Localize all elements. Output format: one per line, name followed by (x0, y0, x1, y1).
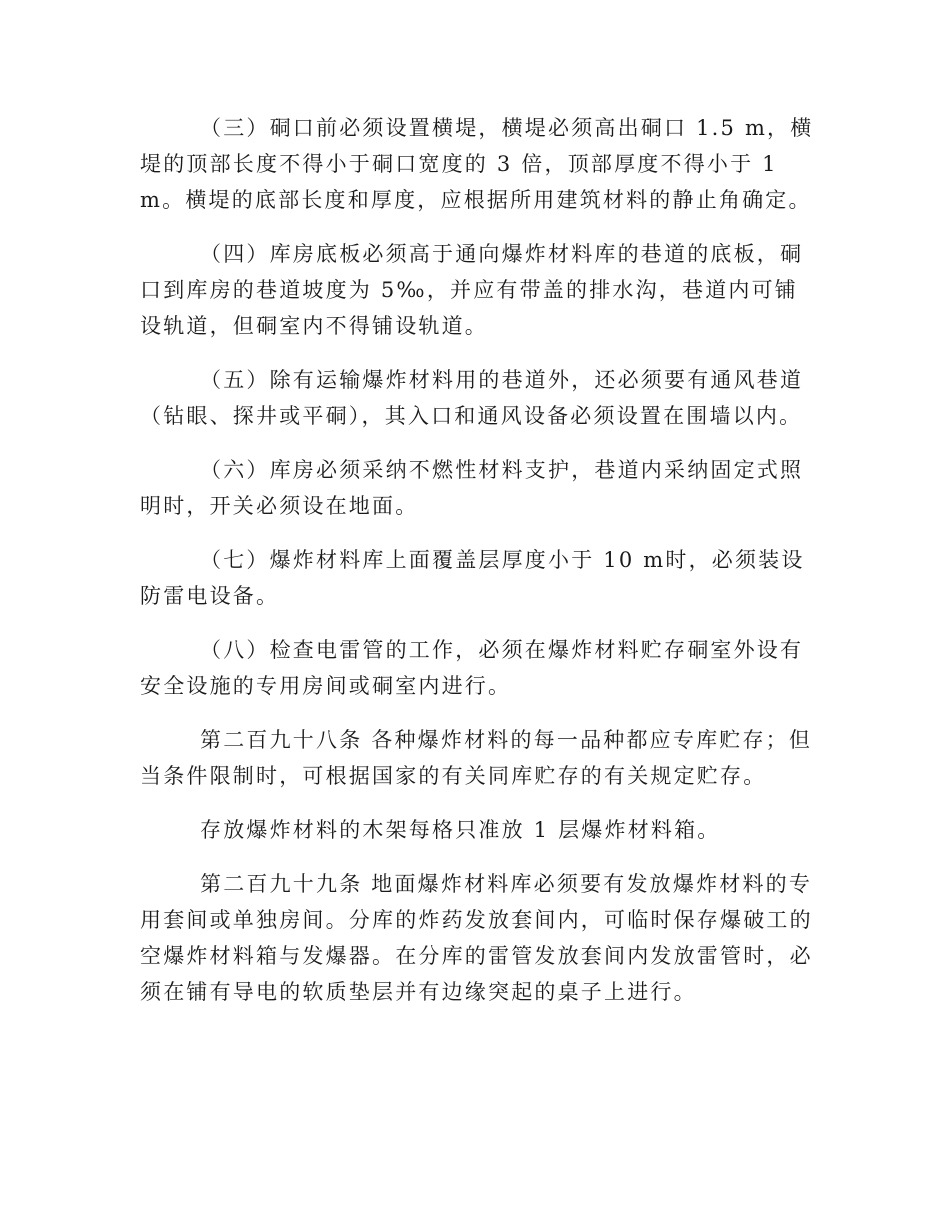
article-298: 第二百九十八条 各种爆炸材料的每一品种都应专库贮存；但当条件限制时，可根据国家的有关同库贮存的有关规定贮存。 (140, 728, 813, 788)
paragraph-5: （五）除有运输爆炸材料用的巷道外，还必须要有通风巷道（钻眼、探井或平硐），其入口和通风设备必须设置在围墙以内。 (140, 368, 804, 428)
article-298-note: 存放爆炸材料的木架每格只准放 1 层爆炸材料箱。 (200, 818, 721, 842)
paragraph-4: （四）库房底板必须高于通向爆炸材料库的巷道的底板，硐口到库房的巷道坡度为 5‰，并应有带盖的排水沟，巷道内可铺设轨道，但硐室内不得铺设轨道。 (140, 242, 804, 338)
article-299: 第二百九十九条 地面爆炸材料库必须要有发放爆炸材料的专用套间或单独房间。分库的炸药发放套间内，可临时保存爆破工的空爆炸材料箱与发爆器。在分库的雷管发放套间内发放雷管时，必须在铺有导电的软质垫层并有边缘突起的桌子上进行。 (140, 872, 813, 1004)
paragraph-6: （六）库房必须采纳不燃性材料支护，巷道内采纳固定式照明时，开关必须设在地面。 (140, 458, 804, 518)
paragraph-7: （七）爆炸材料库上面覆盖层厚度小于 10 m时，必须装设防雷电设备。 (140, 548, 805, 608)
paragraph-3: （三）硐口前必须设置横堤，横堤必须高出硐口 1.5 m，横堤的顶部长度不得小于硐口宽度的 3 倍，顶部厚度不得小于 1 m。横堤的底部长度和厚度，应根据所用建筑材料的静止角确定。 (140, 116, 814, 212)
paragraph-8: （八）检查电雷管的工作，必须在爆炸材料贮存硐室外设有安全设施的专用房间或硐室内进行。 (140, 638, 804, 698)
